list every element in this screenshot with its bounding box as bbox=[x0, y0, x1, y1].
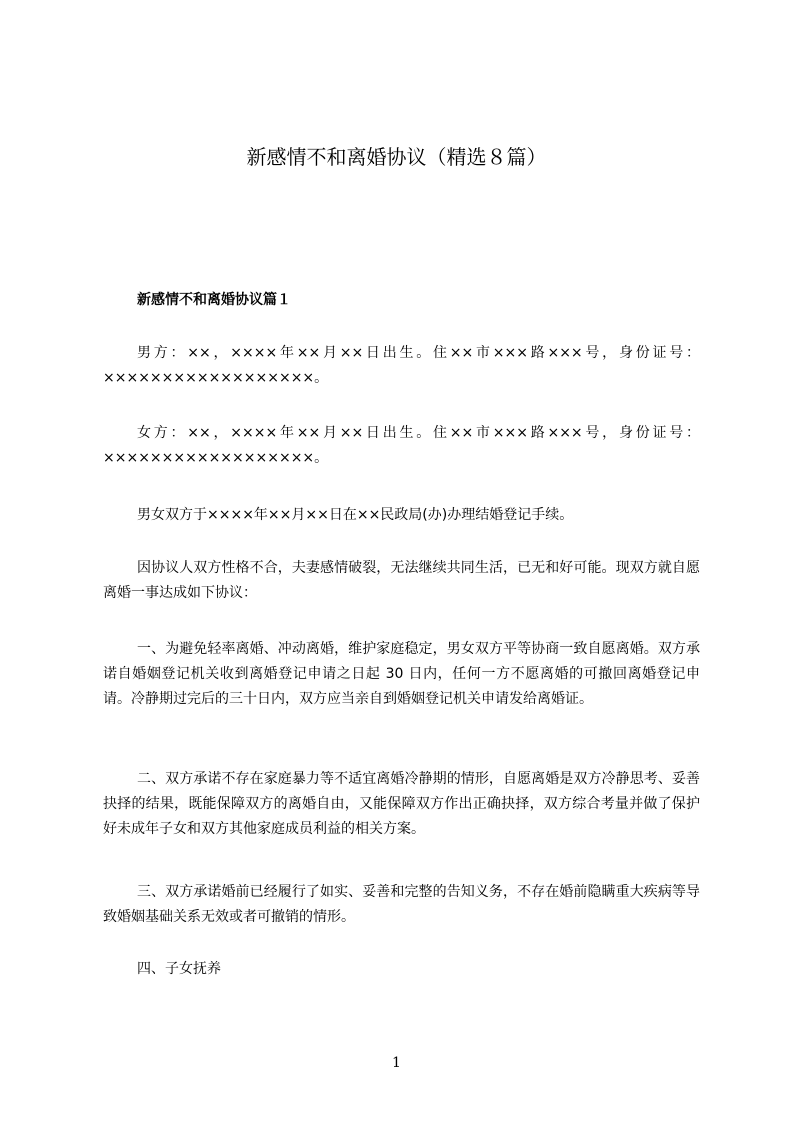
document-title: 新感情不和离婚协议（精选８篇） bbox=[246, 145, 547, 169]
paragraph-female-party: 女方：××，××××年××月××日出生。住××市×××路×××号，身份证号：××××××××××××××××××。 bbox=[103, 425, 700, 466]
paragraph-male-party: 男方：××，××××年××月××日出生。住××市×××路×××号，身份证号：××××××××××××××××××。 bbox=[103, 345, 700, 386]
paragraph-marriage-registration: 男女双方于××××年××月××日在××民政局(办)办理结婚登记手续。 bbox=[137, 507, 574, 523]
paragraph-clause-2: 二、双方承诺不存在家庭暴力等不适宜离婚冷静期的情形，自愿离婚是双方冷静思考、妥善抉择的结果，既能保障双方的离婚自由，又能保障双方作出正确抉择，双方综合考量并做了保护好未成年子女和双方其他家庭成员利益的相关方案。 bbox=[103, 771, 700, 837]
paragraph-clause-1: 一、为避免轻率离婚、冲动离婚，维护家庭稳定，男女双方平等协商一致自愿离婚。双方承诺自婚姻登记机关收到离婚登记申请之日起 30 日内，任何一方不愿离婚的可撤回离婚登记申请。冷静期过完后的三十日内，双方应当亲自到婚姻登记机关申请发给离婚证。 bbox=[103, 641, 700, 707]
section-heading: 新感情不和离婚协议篇１ bbox=[137, 292, 291, 308]
page-number: 1 bbox=[392, 1055, 401, 1071]
paragraph-clause-3: 三、双方承诺婚前已经履行了如实、妥善和完整的告知义务，不存在婚前隐瞒重大疾病等导致婚姻基础关系无效或者可撤销的情形。 bbox=[103, 884, 700, 925]
paragraph-clause-4-heading: 四、子女抚养 bbox=[137, 961, 221, 977]
paragraph-reason: 因协议人双方性格不合，夫妻感情破裂，无法继续共同生活，已无和好可能。现双方就自愿离婚一事达成如下协议： bbox=[103, 560, 700, 601]
